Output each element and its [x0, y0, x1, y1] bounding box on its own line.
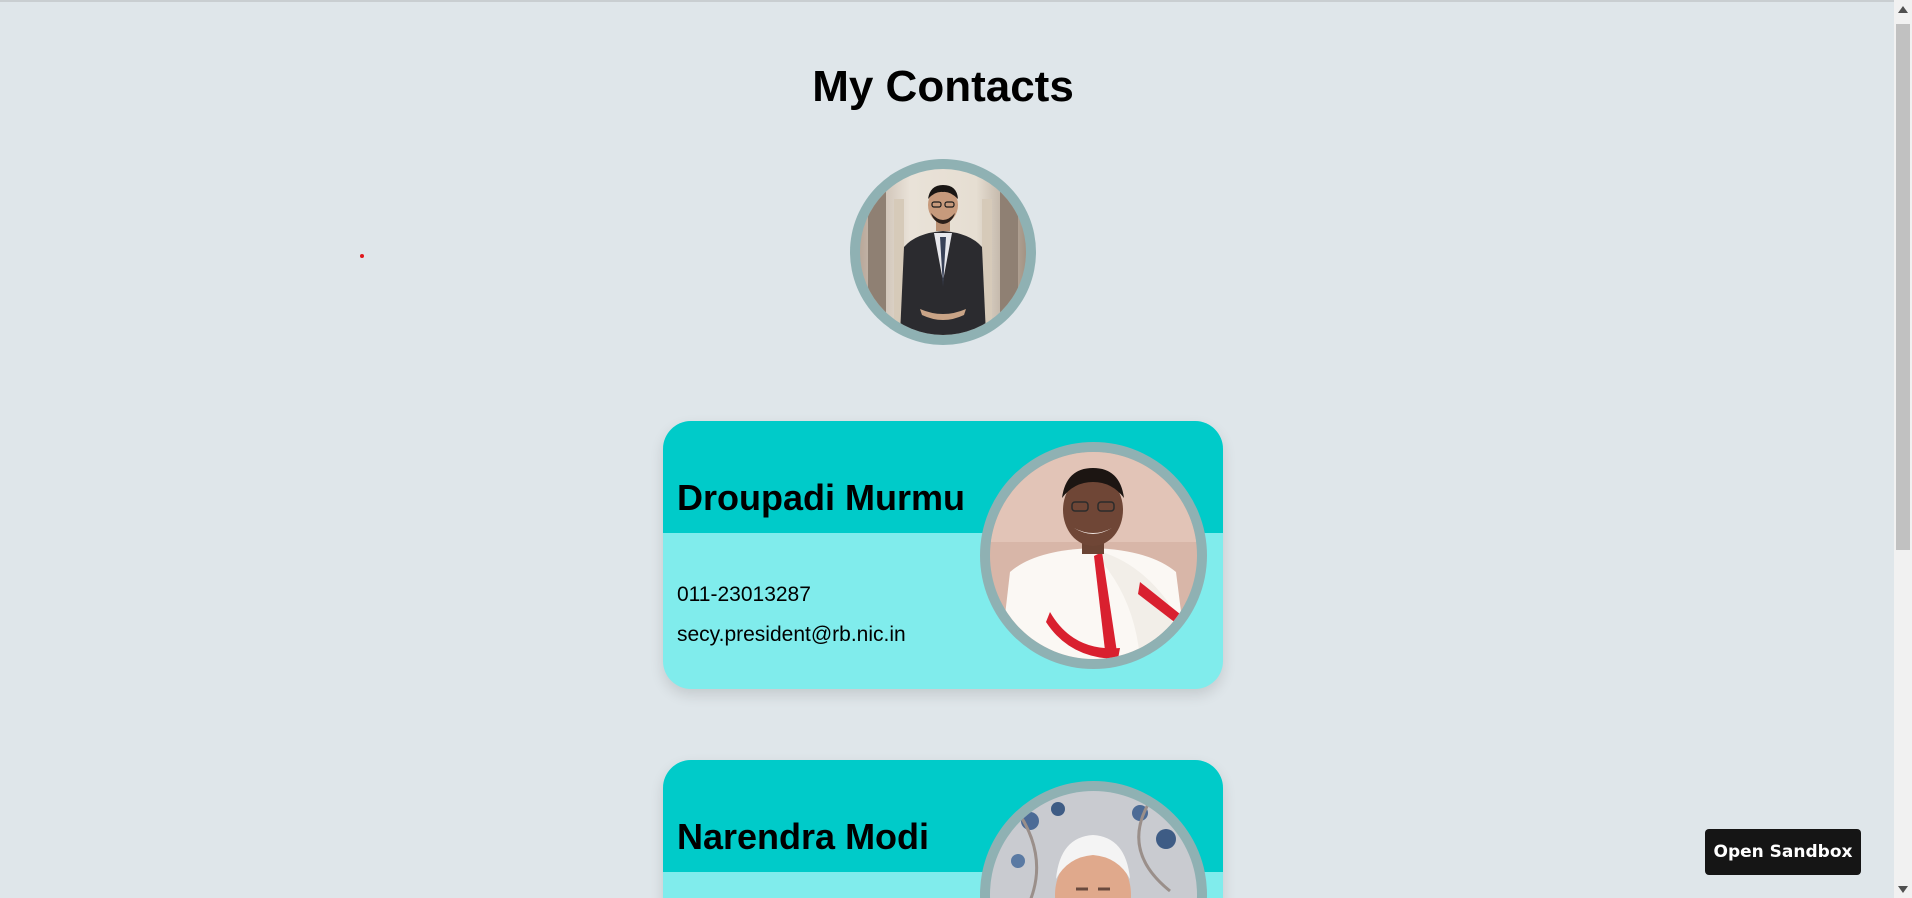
- scrollbar-thumb[interactable]: [1896, 24, 1910, 550]
- contact-photo: [990, 452, 1197, 659]
- page-title: My Contacts: [812, 62, 1074, 111]
- contact-name: Droupadi Murmu: [677, 477, 965, 518]
- contact-card: [663, 421, 1223, 689]
- open-sandbox-button[interactable]: Open Sandbox: [1705, 829, 1861, 875]
- contact-phone: 011-23013287: [677, 583, 811, 606]
- contact-name: Narendra Modi: [677, 816, 930, 857]
- contact-card: [663, 760, 1223, 898]
- contact-photo: [990, 791, 1197, 898]
- page-scrollbar[interactable]: [1894, 0, 1912, 898]
- owner-photo: [860, 169, 1026, 335]
- red-dot-marker: [360, 254, 364, 258]
- contact-avatar: [980, 442, 1207, 669]
- chevron-down-icon[interactable]: [1898, 886, 1908, 893]
- contact-email: secy.president@rb.nic.in: [677, 623, 906, 646]
- owner-avatar: [850, 159, 1036, 345]
- chevron-up-icon[interactable]: [1898, 6, 1908, 13]
